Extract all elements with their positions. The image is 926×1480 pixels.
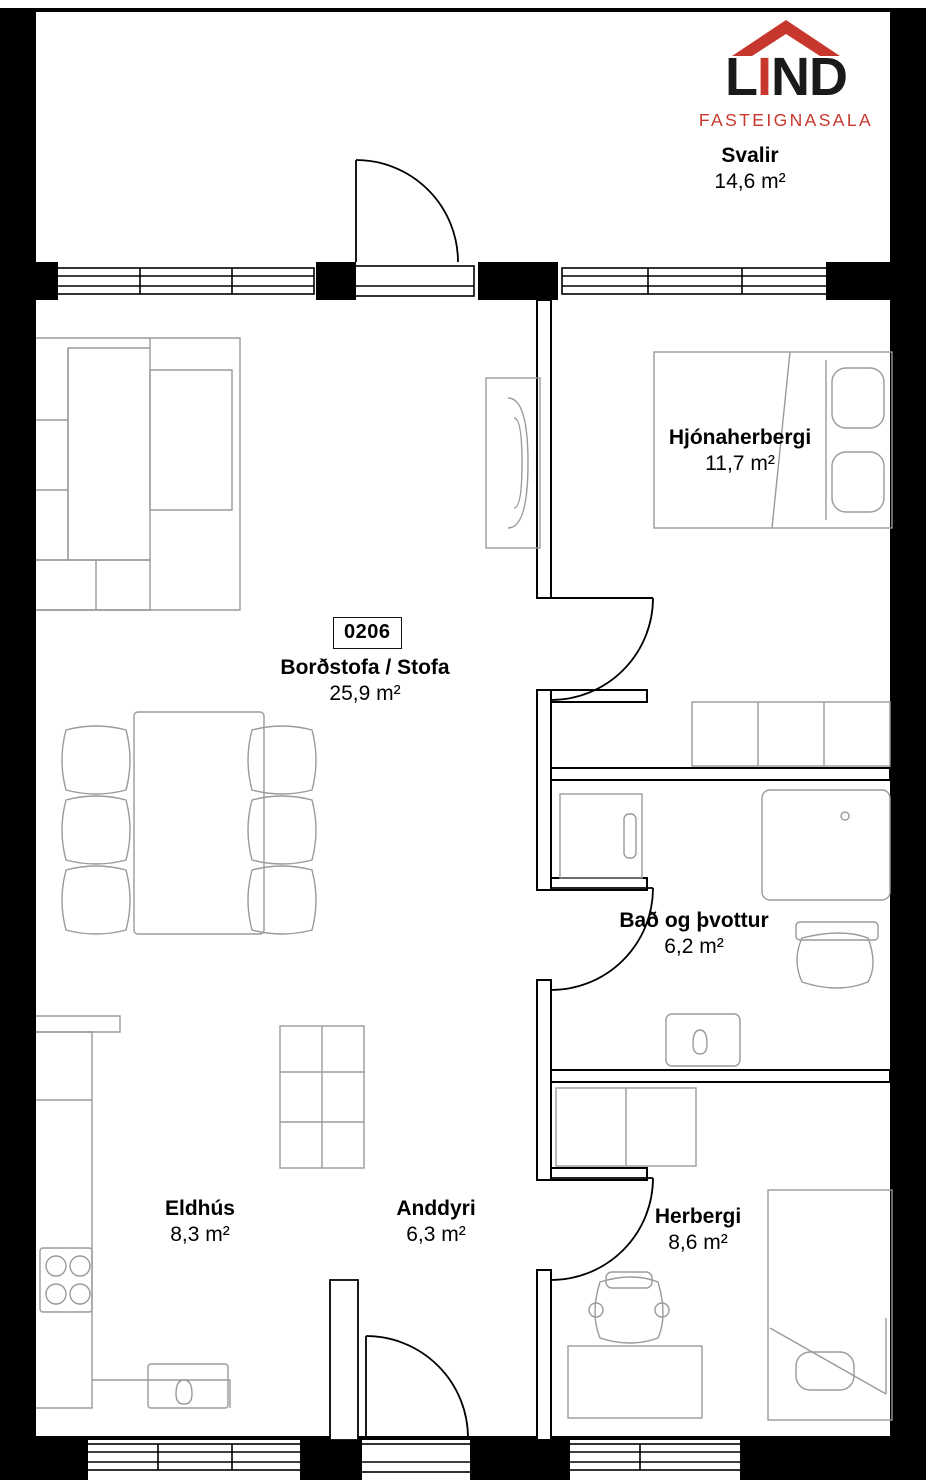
logo-letter-i: I: [756, 47, 771, 107]
room-label-anddyri: [332, 1196, 540, 1249]
logo-wordmark: [681, 47, 891, 107]
room-area: 14,6 m²: [714, 170, 786, 194]
room-area: 11,7 m²: [705, 452, 775, 476]
room-label-stofa: [240, 655, 490, 708]
room-area: 8,6 m²: [668, 1231, 728, 1255]
room-name: Hjónaherbergi: [668, 426, 812, 449]
logo-letters-nd: ND: [771, 47, 847, 107]
room-name: Bað og þvottur: [619, 909, 769, 932]
logo-letter-l: L: [724, 47, 757, 107]
room-label-bad-og-thvottur: [568, 908, 820, 961]
room-area: 25,9 m²: [329, 682, 401, 706]
company-logo: [681, 18, 891, 133]
room-label-hjonaherbergi: [608, 425, 872, 478]
room-name: Svalir: [721, 144, 779, 167]
room-name: Anddyri: [396, 1197, 476, 1220]
room-area: 8,3 m²: [170, 1223, 230, 1247]
room-area: 6,3 m²: [406, 1223, 466, 1247]
logo-tagline: FASTEIGNASALA: [698, 110, 874, 130]
room-name: Herbergi: [654, 1205, 742, 1228]
room-label-svalir: [625, 143, 875, 196]
room-label-herbergi: [594, 1204, 802, 1257]
room-name: Borðstofa / Stofa: [280, 656, 450, 679]
room-label-eldhus: [96, 1196, 304, 1249]
unit-number-badge: 0206: [333, 617, 402, 649]
room-area: 6,2 m²: [664, 935, 724, 959]
room-name: Eldhús: [164, 1197, 235, 1220]
